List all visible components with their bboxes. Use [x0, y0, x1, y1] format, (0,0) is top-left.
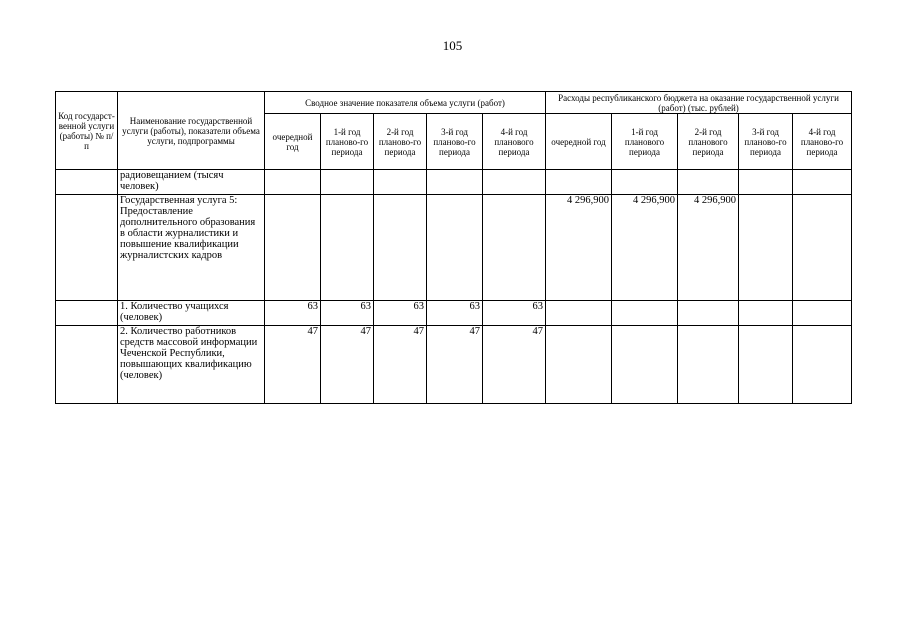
table-row — [56, 326, 852, 404]
cell-value: 63 — [321, 301, 374, 326]
cell-value — [374, 195, 427, 301]
cell-value — [793, 301, 852, 326]
header-indicator-col: 4-й год планового периода — [483, 114, 546, 170]
cell-value — [321, 195, 374, 301]
cell-value — [483, 170, 546, 195]
cell-value — [612, 170, 678, 195]
header-budget-col: 4-й год планово-го периода — [793, 114, 852, 170]
cell-value: 47 — [483, 326, 546, 404]
cell-value — [321, 170, 374, 195]
cell-value — [374, 170, 427, 195]
cell-value — [793, 170, 852, 195]
row-name: 2. Количество работников средств массовой информации Чеченской Республики, повышающих квалификацию (человек) — [118, 326, 265, 404]
cell-value — [739, 195, 793, 301]
cell-value: 47 — [321, 326, 374, 404]
row-name: радиовещанием (тысяч человек) — [118, 170, 265, 195]
cell-value — [265, 170, 321, 195]
cell-value: 63 — [265, 301, 321, 326]
cell-value — [739, 301, 793, 326]
row-name: Государственная услуга 5: Предоставление дополнительного образования в области журналистики и повышение квалификации журналистских кадров — [118, 195, 265, 301]
budget-table — [55, 91, 852, 404]
cell-value — [793, 326, 852, 404]
cell-value — [678, 170, 739, 195]
table-row — [56, 195, 852, 301]
cell-value — [546, 301, 612, 326]
cell-value: 47 — [427, 326, 483, 404]
cell-value — [678, 326, 739, 404]
cell-value: 63 — [374, 301, 427, 326]
row-name: 1. Количество учащихся (человек) — [118, 301, 265, 326]
header-indicator-group: Сводное значение показателя объема услуги (работ) — [265, 92, 546, 114]
header-budget-group: Расходы республиканского бюджета на оказание государственной услуги (работ) (тыс. рублей) — [546, 92, 852, 114]
cell-value: 4 296,900 — [678, 195, 739, 301]
cell-value — [427, 195, 483, 301]
header-budget-col: 3-й год планово-го периода — [739, 114, 793, 170]
row-code — [56, 195, 118, 301]
header-indicator-col: 2-й год планово-го периода — [374, 114, 427, 170]
cell-value — [546, 326, 612, 404]
header-indicator-col: очередной год — [265, 114, 321, 170]
cell-value: 4 296,900 — [612, 195, 678, 301]
cell-value — [427, 170, 483, 195]
header-indicator-col: 3-й год планово-го периода — [427, 114, 483, 170]
cell-value — [612, 301, 678, 326]
cell-value: 4 296,900 — [546, 195, 612, 301]
table-row — [56, 170, 852, 195]
page-number: 105 — [442, 38, 463, 53]
cell-value: 63 — [483, 301, 546, 326]
row-code — [56, 170, 118, 195]
row-code — [56, 301, 118, 326]
cell-value — [793, 195, 852, 301]
cell-value — [483, 195, 546, 301]
row-code — [56, 326, 118, 404]
header-code: Код государст-венной услуги (работы) № п/п — [56, 92, 118, 170]
cell-value: 63 — [427, 301, 483, 326]
cell-value — [546, 170, 612, 195]
cell-value — [265, 195, 321, 301]
cell-value — [612, 326, 678, 404]
header-indicator-col: 1-й год планово-го периода — [321, 114, 374, 170]
header-budget-col: 1-й год планового периода — [612, 114, 678, 170]
cell-value — [678, 301, 739, 326]
header-budget-col: очередной год — [546, 114, 612, 170]
cell-value: 47 — [374, 326, 427, 404]
cell-value: 47 — [265, 326, 321, 404]
cell-value — [739, 326, 793, 404]
table-row — [56, 301, 852, 326]
cell-value — [739, 170, 793, 195]
header-budget-col: 2-й год планового периода — [678, 114, 739, 170]
header-name: Наименование государственной услуги (работы), показатели объема услуги, подпрограммы — [118, 92, 265, 170]
